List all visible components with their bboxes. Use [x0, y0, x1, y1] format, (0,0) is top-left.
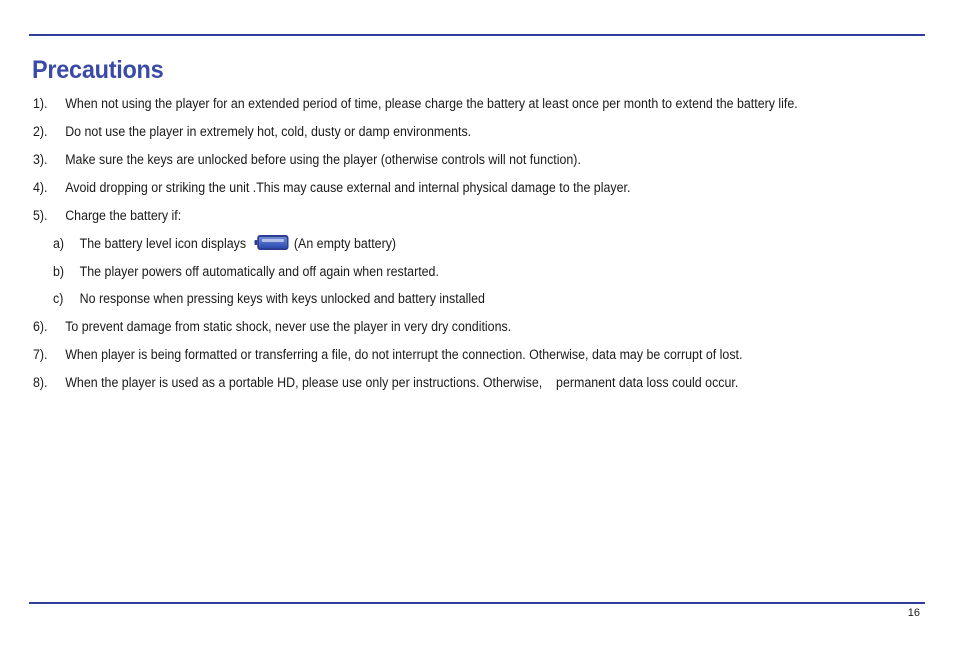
item-text: Make sure the keys are unlocked before using the player (otherwise controls will not function). — [65, 152, 581, 167]
item-number: 2). — [33, 124, 48, 139]
item-number: 6). — [33, 319, 48, 334]
item-number: 8). — [33, 375, 48, 390]
empty-battery-icon — [257, 235, 288, 250]
page-title: Precautions — [32, 56, 164, 84]
item-text: Avoid dropping or striking the unit .This may cause external and internal physical damage to the player. — [65, 180, 631, 195]
subitem-letter: c) — [53, 291, 64, 306]
item-text: When not using the player for an extended period of time, please charge the battery at least once per month to extend the battery life. — [65, 96, 798, 111]
item-text: Charge the battery if: — [65, 208, 182, 223]
item-text: Do not use the player in extremely hot, cold, dusty or damp environments. — [65, 124, 472, 139]
top-rule — [29, 34, 925, 36]
item-number: 3). — [33, 152, 48, 167]
item-text: When player is being formatted or transferring a file, do not interrupt the connection. Otherwise, data may be corrupt of lost. — [65, 347, 743, 362]
subitem-text-before: The battery level icon displays — [79, 236, 247, 251]
item-number: 4). — [33, 180, 48, 195]
subitem-text-after: (An empty battery) — [293, 236, 397, 251]
subitem-text: No response when pressing keys with keys unlocked and battery installed — [79, 291, 485, 306]
page-number: 16 — [907, 607, 920, 619]
subitem-text: The player powers off automatically and off again when restarted. — [79, 264, 439, 279]
subitem-letter: b) — [53, 264, 65, 279]
item-number: 1). — [33, 96, 48, 111]
bottom-rule — [29, 602, 925, 604]
item-number: 7). — [33, 347, 48, 362]
item-text: To prevent damage from static shock, never use the player in very dry conditions. — [65, 319, 512, 334]
item-text: When the player is used as a portable HD, please use only per instructions. Otherwise, permanent data loss could occur. — [65, 375, 739, 390]
item-number: 5). — [33, 208, 48, 223]
subitem-letter: a) — [53, 236, 65, 251]
subitem-text — [80, 235, 396, 253]
